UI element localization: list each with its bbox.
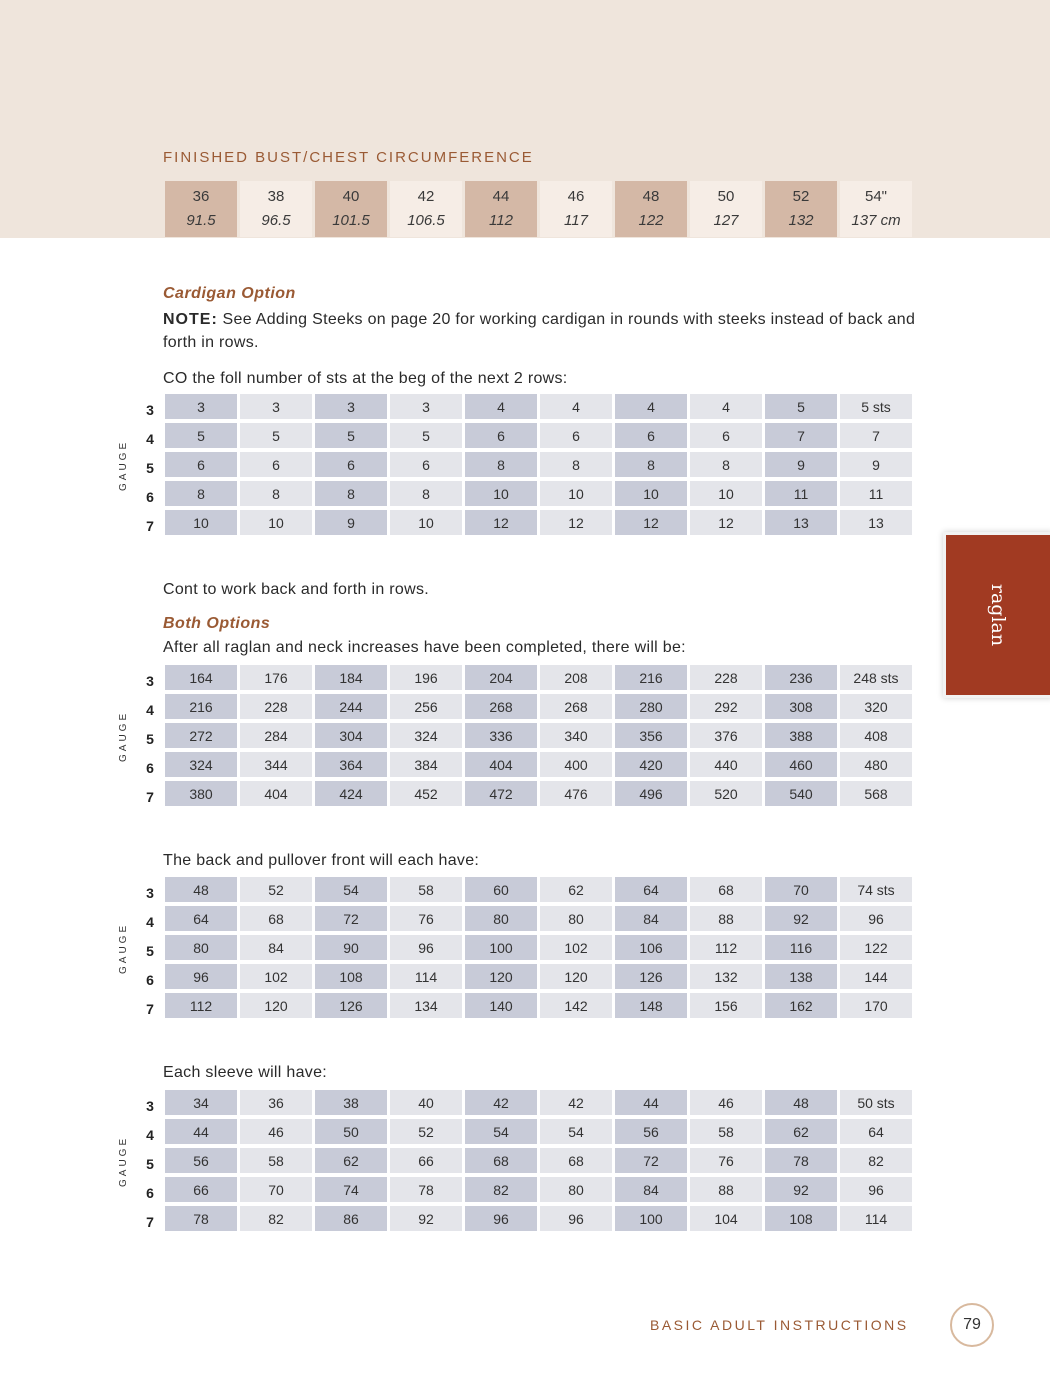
- table-cell: 520: [690, 781, 762, 806]
- sleeve-text: Each sleeve will have:: [163, 1064, 328, 1081]
- table-cell: 40: [390, 1090, 462, 1115]
- table-row: [165, 906, 912, 931]
- table-cell: 5 sts: [840, 394, 912, 419]
- footer-title: BASIC ADULT INSTRUCTIONS: [650, 1317, 909, 1333]
- table-cell: 58: [690, 1119, 762, 1144]
- size-cell: [540, 181, 612, 237]
- table-cell: 12: [615, 510, 687, 535]
- size-cm: 96.5: [261, 212, 291, 229]
- table-cell: 540: [765, 781, 837, 806]
- table-cell: 5: [765, 394, 837, 419]
- table-cell: 308: [765, 694, 837, 719]
- table-cell: 96: [840, 1177, 912, 1202]
- gauge-row-number: 4: [146, 431, 154, 447]
- table-cell: 76: [690, 1148, 762, 1173]
- table-cell: 62: [315, 1148, 387, 1173]
- table-cell: 74: [315, 1177, 387, 1202]
- table-cell: 6: [165, 452, 237, 477]
- table-cell: 9: [840, 452, 912, 477]
- table-cell: 112: [165, 993, 237, 1018]
- table-cell: 284: [240, 723, 312, 748]
- table-cell: 78: [165, 1206, 237, 1231]
- size-cell: [315, 181, 387, 237]
- table-cell: 80: [540, 1177, 612, 1202]
- gauge-row-number: 7: [146, 789, 154, 805]
- table-cell: 8: [465, 452, 537, 477]
- table-cell: 148: [615, 993, 687, 1018]
- size-cell: [615, 181, 687, 237]
- table-cell: 380: [165, 781, 237, 806]
- size-cm: 112: [489, 212, 513, 229]
- table-cell: 134: [390, 993, 462, 1018]
- gauge-label: GAUGE: [118, 1135, 129, 1187]
- table-cell: 9: [765, 452, 837, 477]
- table-row: [165, 1177, 912, 1202]
- table-cell: 3: [240, 394, 312, 419]
- size-cm: 106.5: [407, 212, 445, 229]
- table-cell: 74 sts: [840, 877, 912, 902]
- table-cell: 208: [540, 665, 612, 690]
- table-cell: 10: [240, 510, 312, 535]
- table-cell: 12: [465, 510, 537, 535]
- table-cell: 96: [465, 1206, 537, 1231]
- table-cell: 8: [540, 452, 612, 477]
- table-cell: 10: [165, 510, 237, 535]
- table-cell: 11: [840, 481, 912, 506]
- table-cell: 58: [390, 877, 462, 902]
- table-cell: 476: [540, 781, 612, 806]
- table-cell: 5: [165, 423, 237, 448]
- gauge-row-number: 6: [146, 972, 154, 988]
- table-cell: 48: [165, 877, 237, 902]
- table-cell: 7: [765, 423, 837, 448]
- table-cell: 70: [765, 877, 837, 902]
- table-cell: 58: [240, 1148, 312, 1173]
- table-cell: 126: [315, 993, 387, 1018]
- table-cell: 568: [840, 781, 912, 806]
- back-text: The back and pullover front will each have:: [163, 852, 480, 869]
- table-cell: 82: [465, 1177, 537, 1202]
- table-row: [165, 1090, 912, 1115]
- table-cell: 13: [840, 510, 912, 535]
- table-cell: 9: [315, 510, 387, 535]
- table-cell: 420: [615, 752, 687, 777]
- table-cell: 6: [465, 423, 537, 448]
- table-cell: 256: [390, 694, 462, 719]
- table-cell: 140: [465, 993, 537, 1018]
- table-cell: 52: [390, 1119, 462, 1144]
- table-cell: 108: [315, 964, 387, 989]
- table-cell: 162: [765, 993, 837, 1018]
- table-cell: 8: [390, 481, 462, 506]
- table-cell: 112: [690, 935, 762, 960]
- table-cell: 496: [615, 781, 687, 806]
- table-cell: 10: [615, 481, 687, 506]
- table-cell: 170: [840, 993, 912, 1018]
- table-cell: 408: [840, 723, 912, 748]
- gauge-row-number: 7: [146, 1001, 154, 1017]
- table-cell: 42: [540, 1090, 612, 1115]
- table-cell: 244: [315, 694, 387, 719]
- gauge-row-number: 3: [146, 885, 154, 901]
- page-number: 79: [950, 1303, 994, 1347]
- table-cell: 80: [540, 906, 612, 931]
- chapter-tab-label: raglan: [987, 583, 1009, 647]
- table-row: [165, 1119, 912, 1144]
- table-row: [165, 481, 912, 506]
- gauge-row-number: 4: [146, 702, 154, 718]
- both-text: After all raglan and neck increases have been completed, there will be:: [163, 639, 686, 656]
- size-inches: 54": [864, 188, 887, 205]
- size-cm: 127: [713, 212, 739, 229]
- size-inches: 48: [642, 188, 660, 205]
- table-cell: 304: [315, 723, 387, 748]
- gauge-row-number: 6: [146, 1185, 154, 1201]
- table-cell: 404: [240, 781, 312, 806]
- table-cell: 66: [390, 1148, 462, 1173]
- table-cell: 460: [765, 752, 837, 777]
- size-inches: 52: [792, 188, 810, 205]
- table-cell: 324: [165, 752, 237, 777]
- table-cell: 96: [165, 964, 237, 989]
- table-cell: 268: [465, 694, 537, 719]
- table-cell: 70: [240, 1177, 312, 1202]
- table-cell: 66: [165, 1177, 237, 1202]
- table-cell: 100: [615, 1206, 687, 1231]
- table-cell: 60: [465, 877, 537, 902]
- table-cell: 96: [540, 1206, 612, 1231]
- table-row: [165, 1206, 912, 1231]
- table-cell: 13: [765, 510, 837, 535]
- table-cell: 356: [615, 723, 687, 748]
- table-cell: 3: [390, 394, 462, 419]
- table-cell: 10: [540, 481, 612, 506]
- table-cell: 228: [240, 694, 312, 719]
- stitch-table-total: [162, 661, 915, 810]
- size-inches: 38: [267, 188, 285, 205]
- table-cell: 106: [615, 935, 687, 960]
- table-cell: 84: [615, 1177, 687, 1202]
- table-cell: 7: [840, 423, 912, 448]
- table-cell: 62: [540, 877, 612, 902]
- gauge-row-number: 3: [146, 402, 154, 418]
- table-cell: 90: [315, 935, 387, 960]
- table-cell: 6: [315, 452, 387, 477]
- table-cell: 3: [165, 394, 237, 419]
- table-row: [165, 935, 912, 960]
- gauge-row-number: 3: [146, 1098, 154, 1114]
- table-cell: 104: [690, 1206, 762, 1231]
- table-cell: 12: [540, 510, 612, 535]
- table-cell: 142: [540, 993, 612, 1018]
- table-cell: 68: [240, 906, 312, 931]
- size-inches: 44: [492, 188, 510, 205]
- size-inches: 46: [567, 188, 585, 205]
- table-cell: 228: [690, 665, 762, 690]
- table-cell: 5: [240, 423, 312, 448]
- size-cell: [390, 181, 462, 237]
- table-cell: 10: [690, 481, 762, 506]
- table-cell: 120: [240, 993, 312, 1018]
- size-cell: [840, 181, 912, 237]
- table-row: [165, 723, 912, 748]
- gauge-row-number: 6: [146, 760, 154, 776]
- table-cell: 72: [315, 906, 387, 931]
- table-cell: 50 sts: [840, 1090, 912, 1115]
- gauge-row-number: 5: [146, 1156, 154, 1172]
- gauge-row-number: 5: [146, 731, 154, 747]
- gauge-label: GAUGE: [118, 710, 129, 762]
- table-cell: 268: [540, 694, 612, 719]
- table-cell: 78: [765, 1148, 837, 1173]
- table-cell: 364: [315, 752, 387, 777]
- gauge-row-number: 4: [146, 1127, 154, 1143]
- table-cell: 88: [690, 906, 762, 931]
- table-cell: 8: [315, 481, 387, 506]
- table-cell: 46: [690, 1090, 762, 1115]
- table-cell: 48: [765, 1090, 837, 1115]
- co-text: CO the foll number of sts at the beg of the next 2 rows:: [163, 370, 568, 387]
- table-cell: 64: [840, 1119, 912, 1144]
- table-cell: 78: [390, 1177, 462, 1202]
- size-inches: 36: [192, 188, 210, 205]
- table-cell: 176: [240, 665, 312, 690]
- table-cell: 50: [315, 1119, 387, 1144]
- table-cell: 8: [615, 452, 687, 477]
- table-cell: 86: [315, 1206, 387, 1231]
- stitch-table-back: [162, 873, 915, 1022]
- table-cell: 62: [765, 1119, 837, 1144]
- gauge-row-number: 4: [146, 914, 154, 930]
- table-cell: 120: [540, 964, 612, 989]
- table-cell: 4: [540, 394, 612, 419]
- size-cell: [765, 181, 837, 237]
- table-cell: 44: [615, 1090, 687, 1115]
- table-cell: 96: [840, 906, 912, 931]
- table-cell: 84: [615, 906, 687, 931]
- table-cell: 5: [390, 423, 462, 448]
- size-inches: 42: [417, 188, 435, 205]
- table-cell: 72: [615, 1148, 687, 1173]
- stitch-table-sleeve: [162, 1086, 915, 1235]
- note-text: See Adding Steeks on page 20 for working cardigan in rounds with steeks instead of back and forth in rows.: [163, 311, 916, 351]
- table-cell: 8: [240, 481, 312, 506]
- table-cell: 10: [465, 481, 537, 506]
- chapter-tab-label-wrap: [946, 535, 1050, 695]
- table-cell: 6: [615, 423, 687, 448]
- gauge-row-number: 7: [146, 518, 154, 534]
- table-cell: 100: [465, 935, 537, 960]
- table-cell: 388: [765, 723, 837, 748]
- table-cell: 452: [390, 781, 462, 806]
- table-cell: 4: [615, 394, 687, 419]
- table-cell: 440: [690, 752, 762, 777]
- size-cm: 91.5: [186, 212, 216, 229]
- table-cell: 44: [165, 1119, 237, 1144]
- table-cell: 68: [690, 877, 762, 902]
- cardigan-heading: Cardigan Option: [163, 285, 296, 302]
- table-row: [165, 752, 912, 777]
- table-row: [165, 964, 912, 989]
- gauge-label: GAUGE: [118, 439, 129, 491]
- table-cell: 46: [240, 1119, 312, 1144]
- table-cell: 114: [390, 964, 462, 989]
- table-row: [165, 423, 912, 448]
- size-cm: 101.5: [332, 212, 370, 229]
- stitch-table-cardigan: [162, 390, 915, 539]
- table-cell: 96: [390, 935, 462, 960]
- table-row: [165, 781, 912, 806]
- table-cell: 82: [240, 1206, 312, 1231]
- table-cell: 11: [765, 481, 837, 506]
- size-cm: 137 cm: [851, 212, 901, 229]
- table-cell: 116: [765, 935, 837, 960]
- table-cell: 64: [165, 906, 237, 931]
- table-cell: 38: [315, 1090, 387, 1115]
- table-cell: 320: [840, 694, 912, 719]
- table-row: [165, 694, 912, 719]
- table-cell: 336: [465, 723, 537, 748]
- table-cell: 6: [390, 452, 462, 477]
- table-cell: 472: [465, 781, 537, 806]
- table-cell: 92: [390, 1206, 462, 1231]
- table-cell: 84: [240, 935, 312, 960]
- table-cell: 102: [540, 935, 612, 960]
- gauge-label: GAUGE: [118, 922, 129, 974]
- table-cell: 144: [840, 964, 912, 989]
- table-row: [165, 452, 912, 477]
- size-cm: 117: [564, 212, 588, 229]
- table-row: [165, 877, 912, 902]
- cardigan-note: [163, 308, 923, 354]
- table-cell: 8: [690, 452, 762, 477]
- table-cell: 92: [765, 1177, 837, 1202]
- size-table: [162, 181, 915, 237]
- table-cell: 12: [690, 510, 762, 535]
- table-cell: 216: [615, 665, 687, 690]
- table-cell: 324: [390, 723, 462, 748]
- table-cell: 132: [690, 964, 762, 989]
- table-cell: 3: [315, 394, 387, 419]
- table-cell: 102: [240, 964, 312, 989]
- size-cell: [165, 181, 237, 237]
- table-cell: 6: [540, 423, 612, 448]
- table-cell: 400: [540, 752, 612, 777]
- table-cell: 236: [765, 665, 837, 690]
- table-cell: 10: [390, 510, 462, 535]
- table-cell: 138: [765, 964, 837, 989]
- table-cell: 88: [690, 1177, 762, 1202]
- gauge-row-number: 5: [146, 460, 154, 476]
- size-cm: 122: [638, 212, 664, 229]
- size-cm: 132: [788, 212, 814, 229]
- table-cell: 82: [840, 1148, 912, 1173]
- table-cell: 52: [240, 877, 312, 902]
- table-cell: 384: [390, 752, 462, 777]
- cont-text: Cont to work back and forth in rows.: [163, 581, 430, 598]
- table-cell: 4: [690, 394, 762, 419]
- table-cell: 340: [540, 723, 612, 748]
- size-cell: [465, 181, 537, 237]
- table-cell: 480: [840, 752, 912, 777]
- table-cell: 424: [315, 781, 387, 806]
- table-cell: 68: [540, 1148, 612, 1173]
- table-cell: 5: [315, 423, 387, 448]
- table-cell: 114: [840, 1206, 912, 1231]
- gauge-row-number: 6: [146, 489, 154, 505]
- table-cell: 54: [465, 1119, 537, 1144]
- table-cell: 122: [840, 935, 912, 960]
- table-cell: 6: [690, 423, 762, 448]
- table-cell: 204: [465, 665, 537, 690]
- section-title: FINISHED BUST/CHEST CIRCUMFERENCE: [163, 149, 534, 166]
- table-cell: 126: [615, 964, 687, 989]
- table-cell: 4: [465, 394, 537, 419]
- table-cell: 164: [165, 665, 237, 690]
- table-cell: 248 sts: [840, 665, 912, 690]
- size-cell: [240, 181, 312, 237]
- table-row: [165, 993, 912, 1018]
- size-inches: 40: [342, 188, 360, 205]
- table-cell: 280: [615, 694, 687, 719]
- table-cell: 42: [465, 1090, 537, 1115]
- table-cell: 376: [690, 723, 762, 748]
- table-cell: 196: [390, 665, 462, 690]
- size-cell: [690, 181, 762, 237]
- table-cell: 36: [240, 1090, 312, 1115]
- table-row: [165, 394, 912, 419]
- table-cell: 272: [165, 723, 237, 748]
- table-cell: 64: [615, 877, 687, 902]
- table-row: [165, 1148, 912, 1173]
- size-inches: 50: [717, 188, 735, 205]
- table-cell: 404: [465, 752, 537, 777]
- gauge-row-number: 7: [146, 1214, 154, 1230]
- note-label: NOTE:: [163, 311, 218, 328]
- table-cell: 56: [165, 1148, 237, 1173]
- table-cell: 184: [315, 665, 387, 690]
- gauge-row-number: 3: [146, 673, 154, 689]
- table-cell: 80: [165, 935, 237, 960]
- table-cell: 344: [240, 752, 312, 777]
- table-cell: 108: [765, 1206, 837, 1231]
- table-row: [165, 665, 912, 690]
- table-cell: 54: [315, 877, 387, 902]
- table-cell: 292: [690, 694, 762, 719]
- table-cell: 34: [165, 1090, 237, 1115]
- table-cell: 54: [540, 1119, 612, 1144]
- table-cell: 68: [465, 1148, 537, 1173]
- table-cell: 216: [165, 694, 237, 719]
- table-cell: 92: [765, 906, 837, 931]
- table-cell: 80: [465, 906, 537, 931]
- both-heading: Both Options: [163, 615, 271, 632]
- table-cell: 6: [240, 452, 312, 477]
- table-cell: 156: [690, 993, 762, 1018]
- table-cell: 120: [465, 964, 537, 989]
- table-cell: 56: [615, 1119, 687, 1144]
- table-row: [165, 510, 912, 535]
- table-cell: 76: [390, 906, 462, 931]
- table-cell: 8: [165, 481, 237, 506]
- gauge-row-number: 5: [146, 943, 154, 959]
